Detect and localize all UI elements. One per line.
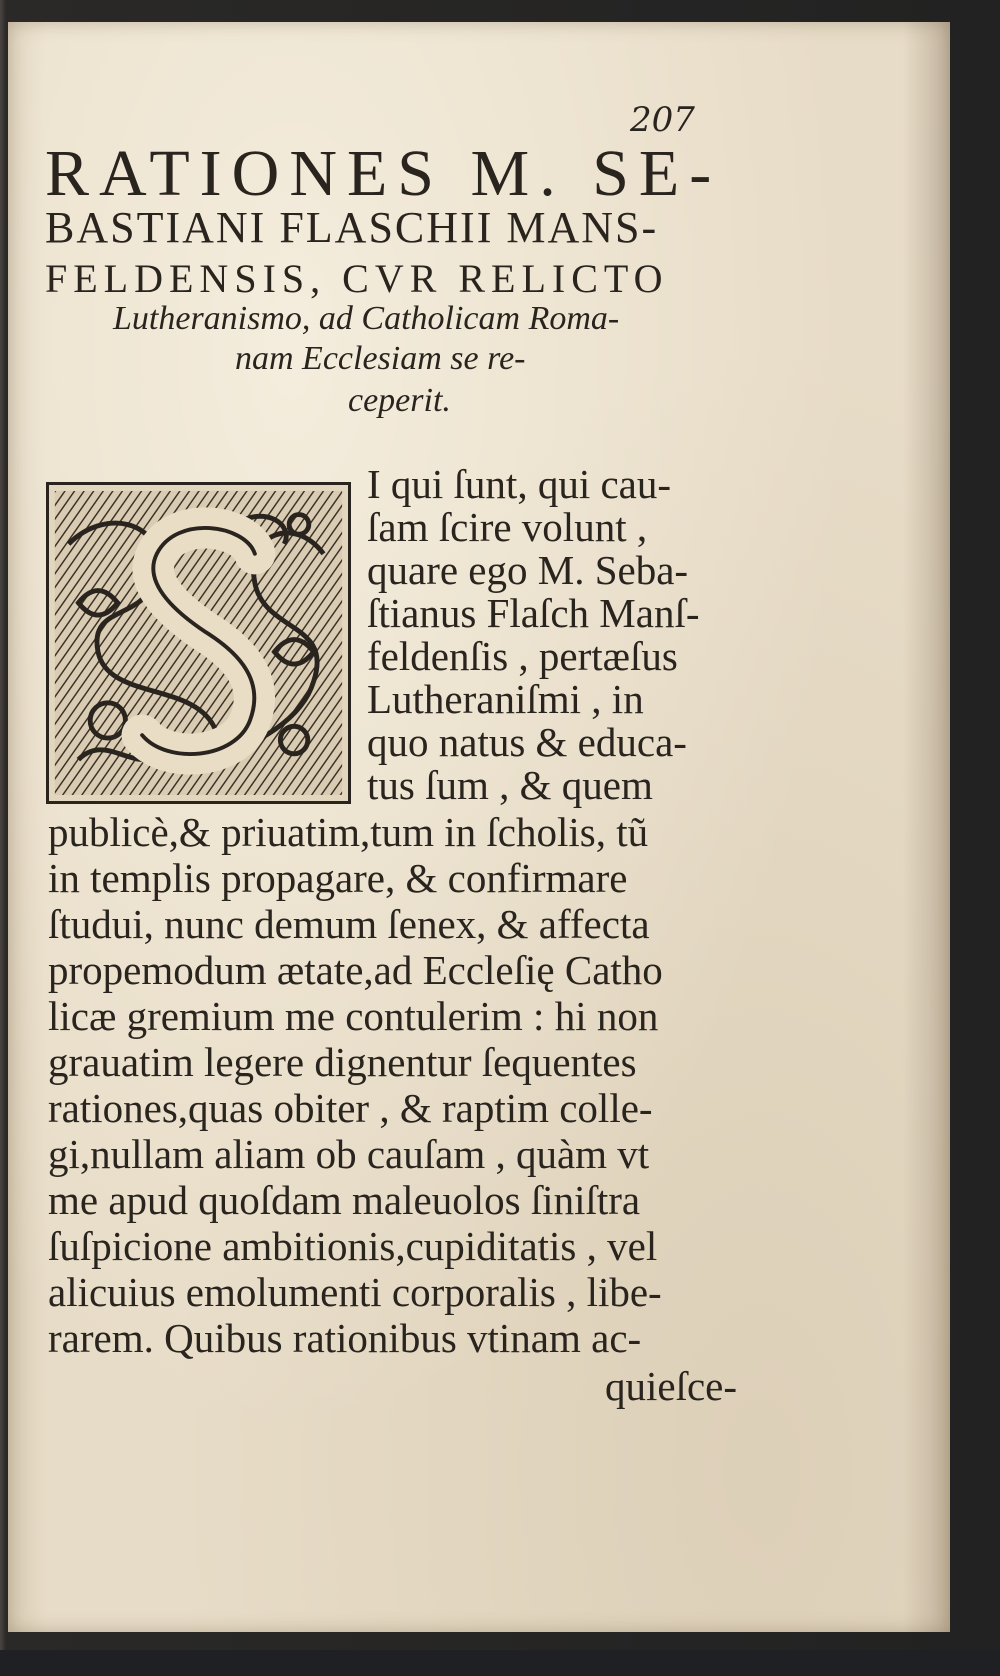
body-line-1: I qui ſunt, qui cau- [367,461,672,507]
body-line-4: ſtianus Flaſch Manſ- [367,590,700,636]
body-line-7: quo natus & educa- [367,719,687,765]
body-line-10: in templis propagare, & confirmare [48,855,628,901]
body-line-12: propemodum ætate,ad Eccleſię Catho [48,947,663,993]
subtitle-line-1: Lutheranismo, ad Catholicam Roma- [113,300,620,337]
body-line-20: rarem. Quibus rationibus vtinam ac- [48,1315,642,1361]
body-line-11: ſtudui, nunc demum ſenex, & affecta [48,901,650,947]
body-line-19: alicuius emolumenti corporalis , libe- [48,1269,662,1315]
subtitle-line-2: nam Ecclesiam se re- [235,340,526,377]
body-line-17: me apud quoſdam maleuolos ſiniſtra [48,1177,641,1223]
body-line-15: rationes,quas obiter , & raptim colle- [48,1085,653,1131]
body-line-3: quare ego M. Seba- [367,547,689,593]
page-number: 207 [630,100,695,140]
body-line-9: publicè,& priuatim,tum in ſcholis, tũ [48,809,649,855]
ornament-foliage-icon [49,485,348,801]
body-line-6: Lutheraniſmi , in [367,676,644,722]
body-line-13: licæ gremium me contulerim : hi non [48,993,659,1039]
title-line-1: RATIONES M. SE- [45,137,722,210]
ornamental-initial-icon [46,482,351,804]
body-line-5: feldenſis , pertæſus [367,633,678,679]
catchword: quieſce- [605,1363,738,1409]
body-line-18: ſuſpicione ambitionis,cupiditatis , vel [48,1223,658,1269]
title-line-2: BASTIANI FLASCHII MANS- [45,203,659,252]
body-line-16: gi,nullam aliam ob cauſam , quàm vt [48,1131,650,1177]
body-line-8: tus ſum , & quem [367,762,653,808]
subtitle-line-3: ceperit. [348,382,451,419]
title-line-3: FELDENSIS, CVR RELICTO [45,256,669,301]
body-line-2: ſam ſcire volunt , [367,504,648,550]
body-line-14: grauatim legere dignentur ſequentes [48,1039,637,1085]
